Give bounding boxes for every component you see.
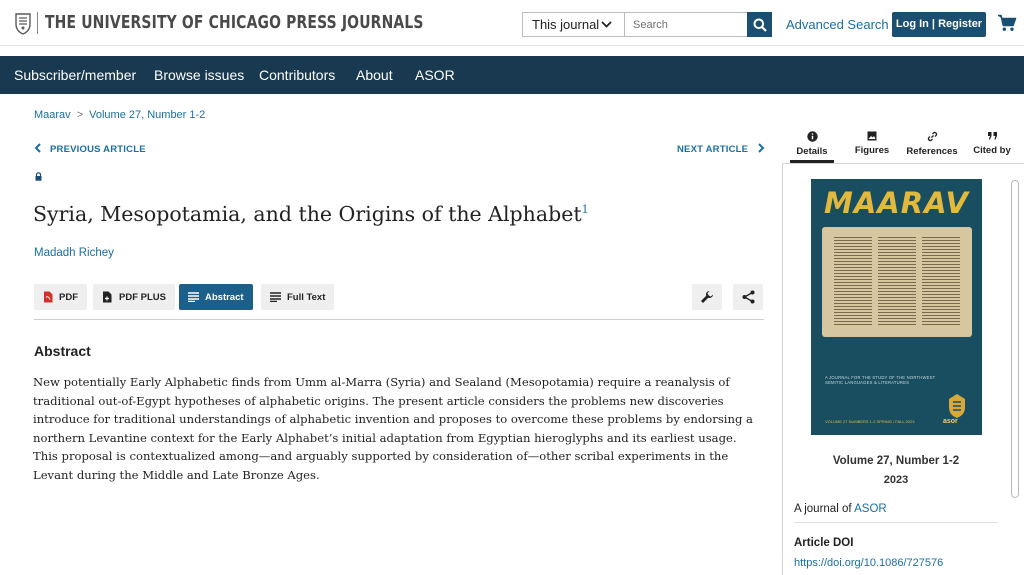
nav-subscriber-member[interactable]: Subscriber/member: [14, 67, 137, 83]
breadcrumb-issue[interactable]: Volume 27, Number 1-2: [89, 109, 206, 121]
tab-details[interactable]: [790, 125, 834, 163]
quote-icon: [987, 131, 998, 141]
tab-figures-label: Figures: [854, 145, 890, 156]
share-button[interactable]: [733, 284, 763, 310]
logo-divider: [37, 12, 38, 34]
advanced-search-link[interactable]: Advanced Search: [786, 17, 889, 32]
cover-subtitle: A JOURNAL FOR THE STUDY OF THE NORTHWEST SEMITIC LANGUAGES & LITERATURES: [825, 375, 936, 385]
tab-details-label: Details: [796, 146, 828, 157]
article-title: [33, 202, 589, 226]
search-scope-label: This journal: [532, 17, 600, 32]
journal-cover-image[interactable]: [811, 179, 982, 435]
manuscript-column: [922, 237, 960, 327]
chevron-right-icon: [757, 143, 765, 153]
pdf-plus-file-icon: [102, 291, 113, 303]
pdf-file-icon: [43, 291, 53, 303]
search-input[interactable]: [624, 12, 748, 37]
breadcrumb-separator: >: [76, 109, 84, 121]
cover-footer: VOLUME 27 NUMBERS 1-2 SPRING / FALL 2023: [825, 419, 915, 424]
article-title-text: Syria, Mesopotamia, and the Origins of the Alphabet: [33, 202, 582, 226]
full-text-icon: [270, 292, 281, 302]
tab-cited-by-label: Cited by: [973, 145, 1011, 156]
nav-asor[interactable]: ASOR: [415, 67, 455, 83]
info-icon: [807, 131, 818, 142]
next-article-link[interactable]: [677, 143, 765, 155]
share-icon: [742, 290, 755, 304]
previous-article-link[interactable]: [34, 143, 146, 155]
issue-year: 2023: [883, 474, 909, 486]
previous-article-label: PREVIOUS ARTICLE: [50, 144, 146, 155]
toolbar-divider: [34, 319, 764, 320]
chevron-left-icon: [34, 143, 42, 153]
journal-of: [794, 503, 887, 515]
search-button[interactable]: [747, 12, 772, 37]
image-icon: [867, 131, 877, 141]
link-icon: [927, 131, 938, 142]
abstract-heading: Abstract: [34, 343, 91, 359]
shopping-cart-icon[interactable]: [997, 14, 1017, 32]
tools-button[interactable]: [692, 284, 722, 310]
search-scope-select[interactable]: [522, 12, 624, 37]
pdf-plus-button[interactable]: [93, 284, 175, 310]
abstract-button[interactable]: [179, 284, 253, 310]
full-text-button[interactable]: [261, 284, 334, 310]
nav-contributors[interactable]: Contributors: [259, 67, 336, 83]
article-doi-label: Article DOI: [794, 537, 854, 549]
chevron-down-icon: [601, 21, 612, 28]
abstract-button-label: Abstract: [205, 291, 244, 303]
login-register-button[interactable]: Log In | Register: [892, 12, 986, 37]
pdf-plus-button-label: PDF PLUS: [119, 291, 166, 303]
article-doi-link[interactable]: https://doi.org/10.1086/727576: [794, 557, 944, 569]
wrench-icon: [700, 290, 714, 304]
asor-link[interactable]: ASOR: [854, 503, 887, 515]
cover-title: MAARAV: [824, 186, 969, 220]
search-icon: [753, 18, 767, 32]
pdf-button[interactable]: [34, 284, 87, 310]
site-header: [0, 0, 1024, 46]
article-author[interactable]: Madadh Richey: [34, 247, 114, 259]
tab-figures[interactable]: [850, 125, 894, 163]
pdf-button-label: PDF: [59, 291, 78, 303]
journal-of-prefix: A journal of: [794, 503, 852, 515]
manuscript-column: [878, 237, 916, 327]
full-text-button-label: Full Text: [287, 291, 326, 303]
issue-volume[interactable]: Volume 27, Number 1-2: [832, 455, 960, 467]
abstract-body: New potentially Early Alphabetic finds from Umm al-Marra (Syria) and Sealand (Mesopotamia) require a reanalysis of traditional out-of-Egypt hypotheses of alphabetic origins. The present article considers the problems new discoveries introduce for traditional understandings of alphabetic invention and proposes to overcome these problems by endorsing a northern Levantine context for the Early Alphabet’s initial adaptation from Egyptian hieroglyphs and its earliest usage. This proposal is contextualized among—and arguably supported by consideration of—other scribal experiments in the Levant during the Middle and Late Bronze Ages.: [33, 375, 753, 482]
next-article-label: NEXT ARTICLE: [677, 144, 749, 155]
lock-icon: [35, 172, 42, 181]
title-footnote-marker[interactable]: 1: [581, 203, 589, 217]
lines-icon: [188, 292, 199, 302]
site-logo-text[interactable]: THE UNIVERSITY OF CHICAGO PRESS JOURNALS: [45, 12, 424, 33]
side-divider: [794, 522, 998, 523]
cover-manuscript-image: [822, 227, 972, 337]
details-scrollbar-thumb[interactable]: [1011, 180, 1019, 498]
cover-publisher-mark: asor: [943, 418, 958, 425]
side-tabs: [782, 125, 1024, 163]
university-crest-icon[interactable]: [14, 11, 32, 35]
main-nav: [0, 56, 1024, 94]
tab-references-label: References: [906, 146, 958, 157]
nav-about[interactable]: About: [356, 67, 393, 83]
breadcrumb: [34, 109, 205, 121]
asor-logo-icon: [946, 392, 968, 420]
tab-cited-by[interactable]: [970, 125, 1014, 163]
breadcrumb-journal[interactable]: Maarav: [34, 109, 71, 121]
manuscript-column: [834, 237, 872, 327]
nav-browse-issues[interactable]: Browse issues: [154, 67, 245, 83]
tab-references[interactable]: [904, 125, 960, 163]
